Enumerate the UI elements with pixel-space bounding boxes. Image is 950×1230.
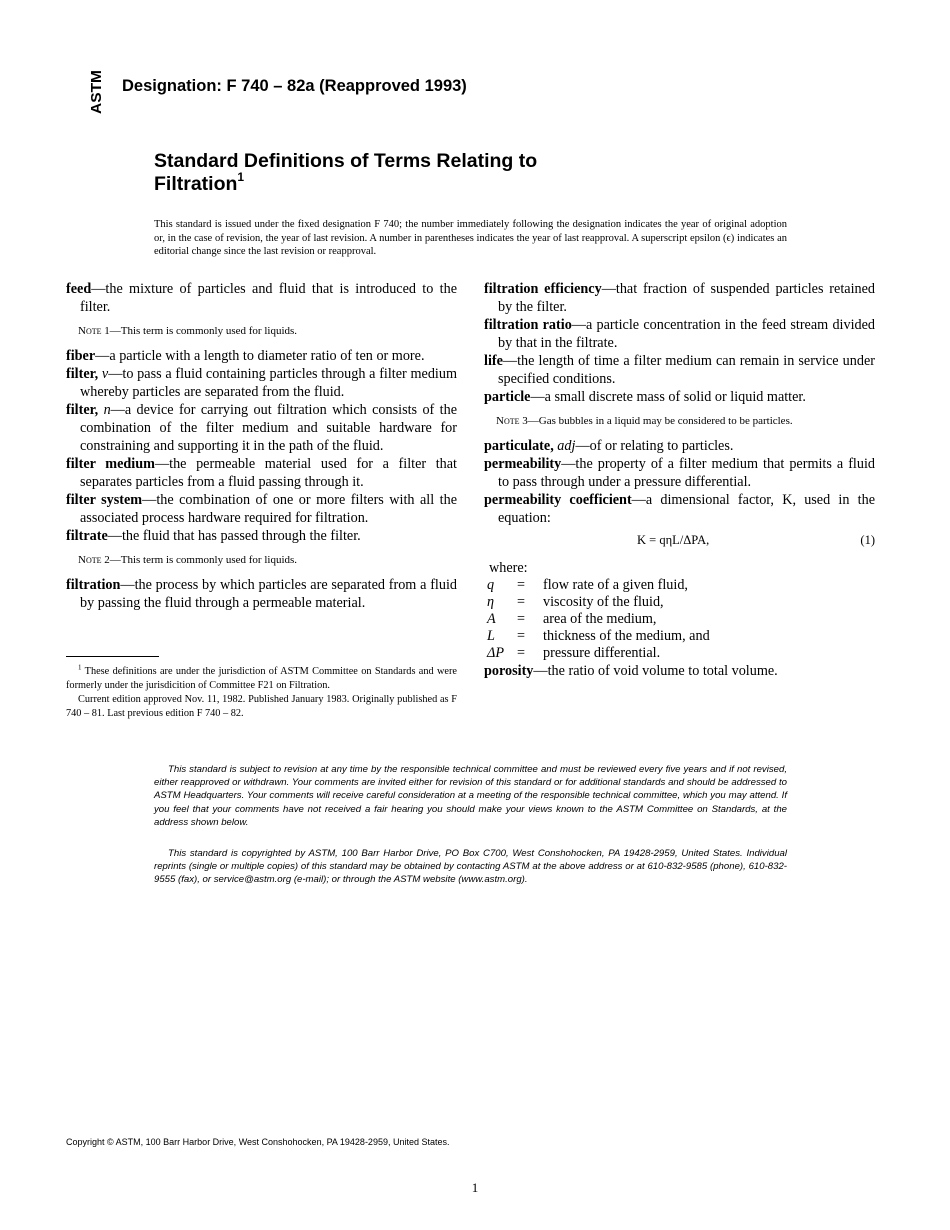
footnote-line-1: $^1$ These definitions are under the jurisdiction of ASTM Committee on Standards and were formerly under the jurisdicition of Committee F21 on Filtration. [66,663,457,691]
designation: Designation: F 740 – 82a (Reapproved 1993) [122,77,467,95]
definition-life: life—the length of time a filter medium can remain in service under specified conditions. [484,353,875,387]
variable-equals: = [517,594,526,610]
page-number: 1 [471,1180,479,1195]
definition-filter-medium: filter medium—the permeable material used for a filter that separates particles from a fluid passing through it. [66,456,457,490]
definition-filtration: filtration—the process by which particles are separated from a fluid by passing the fluid through a permeable material. [66,577,457,611]
footnote [66,665,457,721]
variable-row [487,645,710,662]
definition-particulate: particulate, adj—of or relating to particles. [484,438,734,454]
footnote-line-2: Current edition approved Nov. 11, 1982. Published January 1983. Originally published as F 740 – 81. Last previous edition F 740 – 82. [66,694,457,719]
definition-filter-verb: filter, v—to pass a fluid containing particles through a filter medium whereby particles are separated from the fluid. [66,366,457,400]
variable-equals: = [517,628,526,644]
intro-paragraph: This standard is issued under the fixed designation F 740; the number immediately following the designation indicates the year of original adoption or, in the case of revision, the year of last revision. A number in parentheses indicates the year of last reapproval. A superscript epsilon (ϵ) indicates an editorial change since the last revision or reapproval. [154,219,787,258]
equation-number: (1) [860,533,875,547]
definition-filtration-efficiency: filtration efficiency—that fraction of suspended particles retained by the filter. [484,281,875,315]
variable-description: area of the medium, [543,611,657,627]
variable-equals: = [517,611,526,627]
definition-permeability-coefficient: permeability coefficient—a dimensional factor, K, used in the equation: [484,492,875,526]
variable-symbol: L [487,628,495,644]
definition-permeability: permeability—the property of a filter medium that permits a fluid to pass through under a pressure differential. [484,456,875,490]
definition-filter-system: filter system—the combination of one or more filters with all the associated process hardware required for filtration. [66,492,458,526]
definition-filter-noun: filter, n—a device for carrying out filtration which consists of the combination of the filter medium and suitable hardware for constraining and supporting it in the path of the fluid. [66,402,457,454]
footnote-divider [66,656,159,657]
copyright-notice: This standard is copyrighted by ASTM, 100 Barr Harbor Drive, PO Box C700, West Conshohocken, PA 19428-2959, United States. Individual reprints (single or multiple copies) of this standard may be obtained by contacting ASTM at the above address or at 610-832-9585 (phone), 610-832-9555 (fax), or service@astm.org (e-mail); or through the ASTM website (www.astm.org). [154,848,787,886]
equation-1 [484,529,875,547]
right-column [484,280,875,680]
variable-description: thickness of the medium, and [543,628,710,644]
variable-list [487,577,710,662]
title-line-1: Standard Definitions of Terms Relating to [154,150,538,172]
variable-row [487,577,710,594]
where-label: where: [489,560,528,576]
left-column [66,280,457,612]
note-3: Note 3—Gas bubbles in a liquid may be considered to be particles. [496,415,793,427]
svg-text:ASTM: ASTM [88,71,105,114]
astm-logo [64,68,112,116]
variable-symbol: q [487,577,495,593]
definition-feed: feed—the mixture of particles and fluid that is introduced to the filter. [66,281,457,315]
variable-symbol: η [487,594,495,610]
variable-equals: = [517,645,526,661]
note-1: Note 1—This term is commonly used for liquids. [78,325,298,337]
variable-symbol: A [487,611,496,627]
variable-description: viscosity of the fluid, [543,594,664,610]
variable-symbol: ΔP [487,645,504,661]
title-line-2: Filtration$^1$ [154,169,245,195]
definition-particle: particle—a small discrete mass of solid or liquid matter. [484,389,806,405]
definition-fiber: fiber—a particle with a length to diameter ratio of ten or more. [66,348,425,364]
variable-row [487,611,710,628]
note-2: Note 2—This term is commonly used for liquids. [78,554,298,566]
variable-equals: = [517,577,526,593]
definition-porosity: porosity—the ratio of void volume to total volume. [484,663,778,679]
variable-description: flow rate of a given fluid, [543,577,688,593]
variable-row [487,594,710,611]
page-title [154,150,774,196]
definition-filtrate: filtrate—the fluid that has passed through the filter. [66,528,361,544]
copyright-footer: Copyright © ASTM, 100 Barr Harbor Drive, West Conshohocken, PA 19428-2959, United States. [66,1137,450,1147]
variable-description: pressure differential. [543,645,661,661]
revision-notice: This standard is subject to revision at any time by the responsible technical committee and must be reviewed every five years and if not revised, either reapproved or withdrawn. Your comments are invited either for revision of this standard or for additional standards and should be addressed to ASTM Headquarters. Your comments will receive careful consideration at a meeting of the responsible technical committee, which you may attend. If you feel that your comments have not received a fair hearing you should make your views known to the ASTM Committee on Standards, at the address shown below. [154,764,787,828]
title-footnote-mark: 1 [237,169,245,184]
equation-text: K = qηL/ΔPA, [637,533,710,547]
definition-filtration-ratio: filtration ratio—a particle concentration in the feed stream divided by that in the filtrate. [484,317,875,351]
variable-row [487,628,710,645]
